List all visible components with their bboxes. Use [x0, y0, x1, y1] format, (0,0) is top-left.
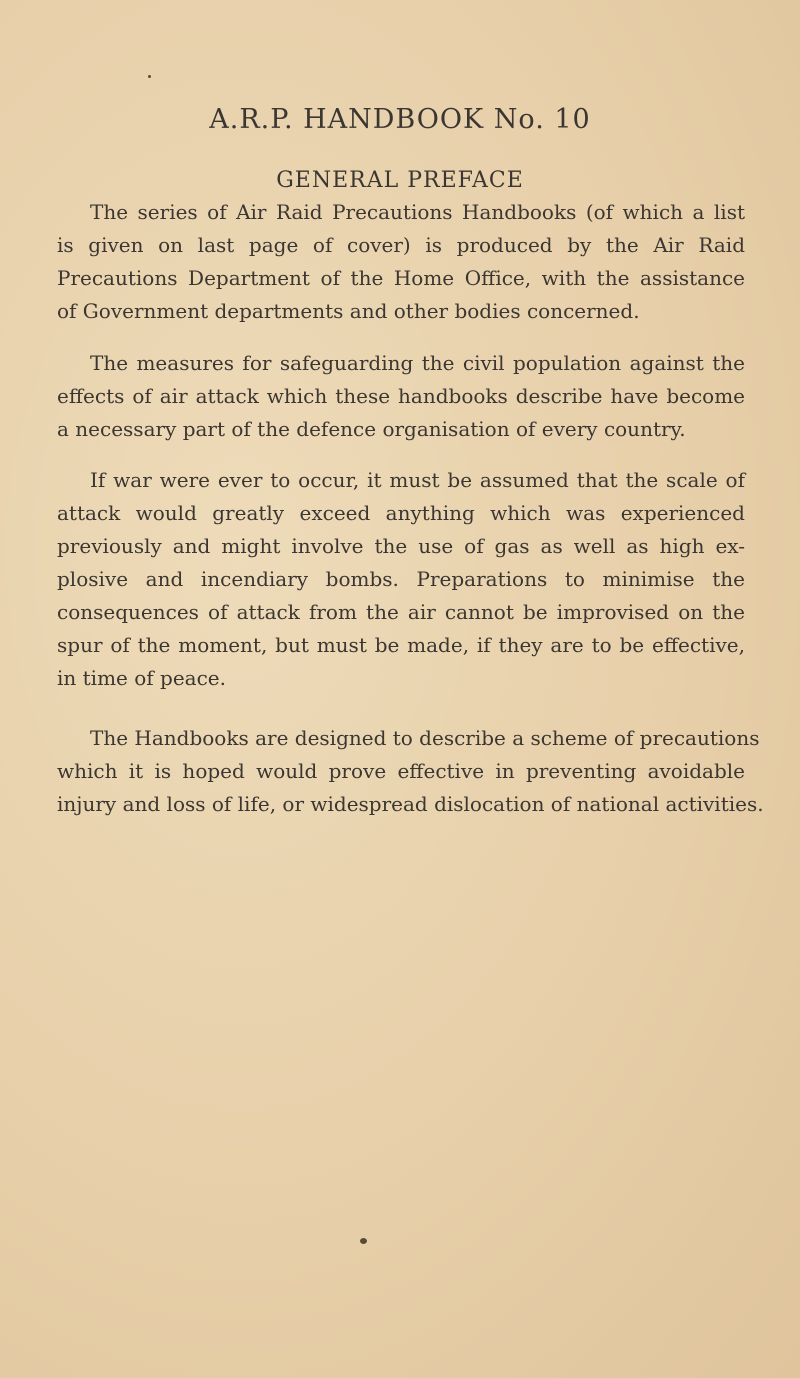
text-line: The Handbooks are designed to describe a scheme of precautions — [90, 726, 760, 750]
paragraph-3 — [57, 464, 745, 695]
text-line: is given on last page of cover) is produced by the Air Raid — [57, 233, 745, 257]
text-line: The measures for safeguarding the civil population against the — [90, 351, 745, 375]
text-line: If war were ever to occur, it must be assumed that the scale of — [90, 468, 745, 492]
text-line: spur of the moment, but must be made, if they are to be effective, — [57, 633, 745, 657]
text-line: injury and loss of life, or widespread dislocation of national activities. — [57, 792, 764, 816]
text-line: plosive and incendiary bombs. Preparations to minimise the — [57, 567, 745, 591]
text-line: effects of air attack which these handbooks describe have become — [57, 384, 745, 408]
paragraph-2 — [57, 347, 745, 446]
paper-speck — [360, 1238, 367, 1244]
text-line: consequences of attack from the air cannot be improvised on the — [57, 600, 745, 624]
text-line: of Government departments and other bodies concerned. — [57, 299, 640, 323]
text-line: in time of peace. — [57, 666, 226, 690]
paper-speck — [148, 75, 151, 78]
handbook-title: A.R.P. HANDBOOK No. 10 — [209, 104, 591, 135]
paragraph-1 — [57, 196, 745, 328]
text-line: attack would greatly exceed anything which was experienced — [57, 501, 745, 525]
text-line: which it is hoped would prove effective in preventing avoidable — [57, 759, 745, 783]
paragraph-4 — [57, 722, 764, 821]
section-heading: GENERAL PREFACE — [276, 168, 524, 193]
text-line: Precautions Department of the Home Office, with the assistance — [57, 266, 745, 290]
text-line: previously and might involve the use of gas as well as high ex- — [57, 534, 745, 558]
text-line: a necessary part of the defence organisation of every country. — [57, 417, 686, 441]
text-line: The series of Air Raid Precautions Handbooks (of which a list — [90, 200, 745, 224]
